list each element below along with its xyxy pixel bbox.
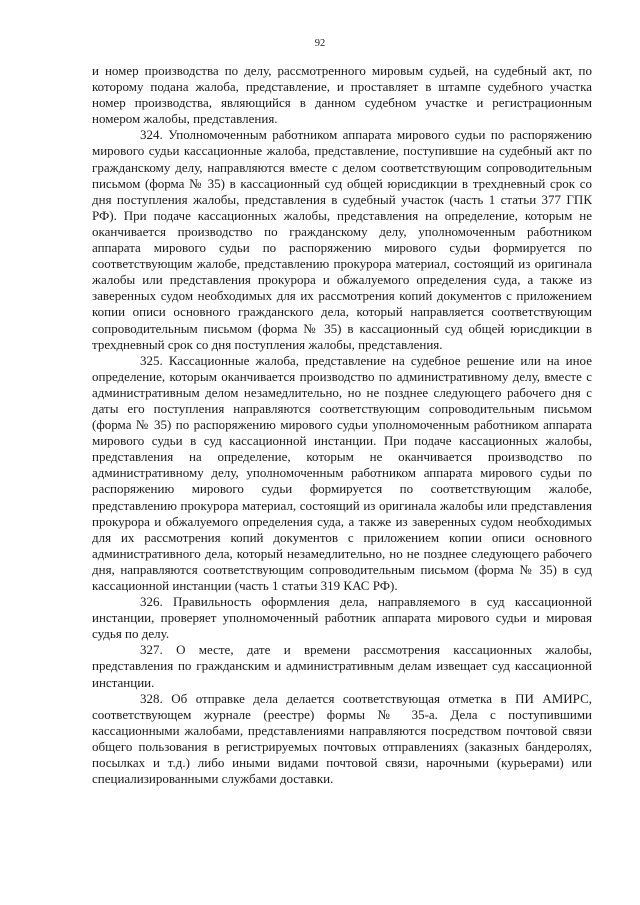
paragraph-324: 324. Уполномоченным работником аппарата мирового судьи по распоряжению мирового судьи кассационные жалоба, представление, поступившие на судебный акт по гражданскому делу, направляются вместе с делом соответствующим сопроводительным письмом (форма № 35) в кассационный суд общей юрисдикции в трехдневный срок со дня поступления жалобы, представления в судебный участок (часть 1 статьи 377 ГПК РФ). При подаче кассационных жалобы, представления на определение, которым не оканчивается производство по гражданскому делу, уполномоченным работником аппарата мирового судьи по распоряжению мирового судьи формируется по соответствующим жалобе, представлению прокурора материал, состоящий из оригинала жалобы или представления прокурора и обжалуемого определения суда, а также из заверенных судом необходимых для их рассмотрения копий документов с приложением копии описи основного гражданского дела, который направляется соответствующим сопроводительным письмом (форма № 35) в кассационный суд общей юрисдикции в трехдневный срок со дня поступления жалобы, представления. xyxy=(92,127,592,352)
paragraph-328: 328. Об отправке дела делается соответствующая отметка в ПИ АМИРС, соответствующем журнале (реестре) формы № 35-а. Дела с поступившими кассационными жалобами, представлениями направляются посредством почтовой связи общего пользования в регистрируемых почтовых отправлениях (заказных бандеролях, посылках и т.д.) либо иными видами почтовой связи, нарочными (курьерами) или специализированными службами доставки. xyxy=(92,690,592,787)
paragraph-continuation: и номер производства по делу, рассмотренного мировым судьей, на судебный акт, по которому подана жалоба, представление, и проставляет в штампе судебного участка номер производства, являющийся в данном судебном участке и регистрационным номером жалобы, представления. xyxy=(92,63,592,127)
document-body xyxy=(92,63,592,787)
paragraph-325: 325. Кассационные жалоба, представление на судебное решение или на иное определение, которым оканчивается производство по административному делу, вместе с административным делом незамедлительно, но не позднее следующего рабочего дня с даты его поступления направляются соответствующим сопроводительным письмом (форма № 35) по распоряжению мирового судьи уполномоченным работником аппарата мирового судьи в суд кассационной инстанции. При подаче кассационных жалобы, представления на определение, которым не оканчивается производство по административному делу, уполномоченным работником аппарата мирового судьи по распоряжению мирового судьи формируется по соответствующим жалобе, представлению прокурора материал, состоящий из оригинала жалобы или представления прокурора и обжалуемого определения суда, а также из заверенных судом необходимых для их рассмотрения копий документов с приложением копии описи основного административного дела, который незамедлительно, но не позднее следующего рабочего дня, направляются соответствующим сопроводительным письмом (форма № 35) в суд кассационной инстанции (часть 1 статьи 319 КАС РФ). xyxy=(92,352,592,593)
page-number: 92 xyxy=(314,38,326,49)
paragraph-326: 326. Правильность оформления дела, направляемого в суд кассационной инстанции, проверяет уполномоченный работник аппарата мирового судьи и мировая судья по делу. xyxy=(92,594,592,642)
paragraph-327: 327. О месте, дате и времени рассмотрения кассационных жалобы, представления по гражданским и административным делам извещает суд кассационной инстанции. xyxy=(92,642,592,690)
